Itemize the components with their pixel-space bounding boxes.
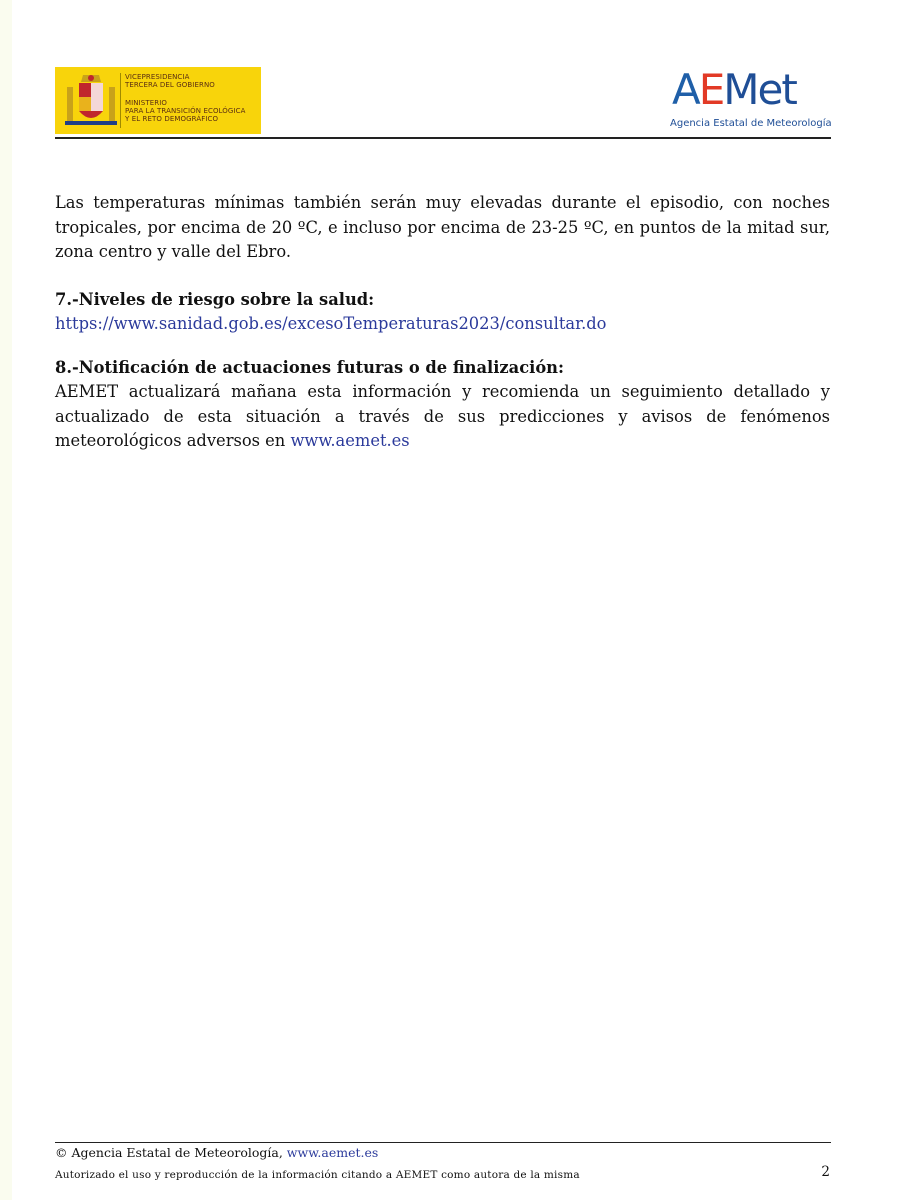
gov-logo-line: MINISTERIO (125, 99, 167, 107)
section-8-paragraph (55, 380, 830, 454)
section-8-text: AEMET actualizará mañana esta información y recomienda un seguimiento detallado y actualizado de esta situación a través de sus predicciones y avisos de fenómenos meteorológicos adversos en (55, 382, 830, 450)
gov-logo-line: PARA LA TRANSICIÓN ECOLÓGICA (125, 107, 246, 115)
footer-rule (55, 1142, 831, 1143)
aemet-website-link[interactable]: www.aemet.es (290, 431, 410, 450)
footer-aemet-link[interactable]: www.aemet.es (286, 1145, 379, 1160)
page-number: 2 (821, 1164, 830, 1180)
gov-logo-line: TERCERA DEL GOBIERNO (125, 81, 215, 89)
footer-notice: Autorizado el uso y reproducción de la información citando a AEMET como autora de la misma (55, 1169, 580, 1181)
section-7-heading: 7.-Niveles de riesgo sobre la salud: (55, 290, 375, 309)
paragraph-minimum-temperatures: Las temperaturas mínimas también serán muy elevadas durante el episodio, con noches tropicales, por encima de 20 ºC, e incluso por encima de 23-25 ºC, en puntos de la mitad sur, zona centro y valle del Ebro. (55, 193, 830, 261)
footer-copyright (55, 1145, 378, 1161)
gov-logo-line: Y EL RETO DEMOGRÁFICO (125, 115, 219, 123)
copyright-text: © Agencia Estatal de Meteorología, (55, 1145, 283, 1160)
logo-divider (120, 73, 121, 128)
coat-of-arms-icon (65, 73, 117, 129)
gov-logo-line: VICEPRESIDENCIA (125, 73, 190, 81)
section-8-heading: 8.-Notificación de actuaciones futuras o de finalización: (55, 358, 565, 377)
aemet-wordmark: AEMet (672, 65, 796, 114)
aemet-logo (668, 65, 832, 138)
document-page (12, 0, 908, 1200)
header-rule (55, 137, 831, 139)
government-logo (55, 67, 261, 134)
health-risk-link[interactable]: https://www.sanidad.gob.es/excesoTemperaturas2023/consultar.do (55, 314, 607, 333)
aemet-tagline: Agencia Estatal de Meteorología (670, 118, 832, 129)
